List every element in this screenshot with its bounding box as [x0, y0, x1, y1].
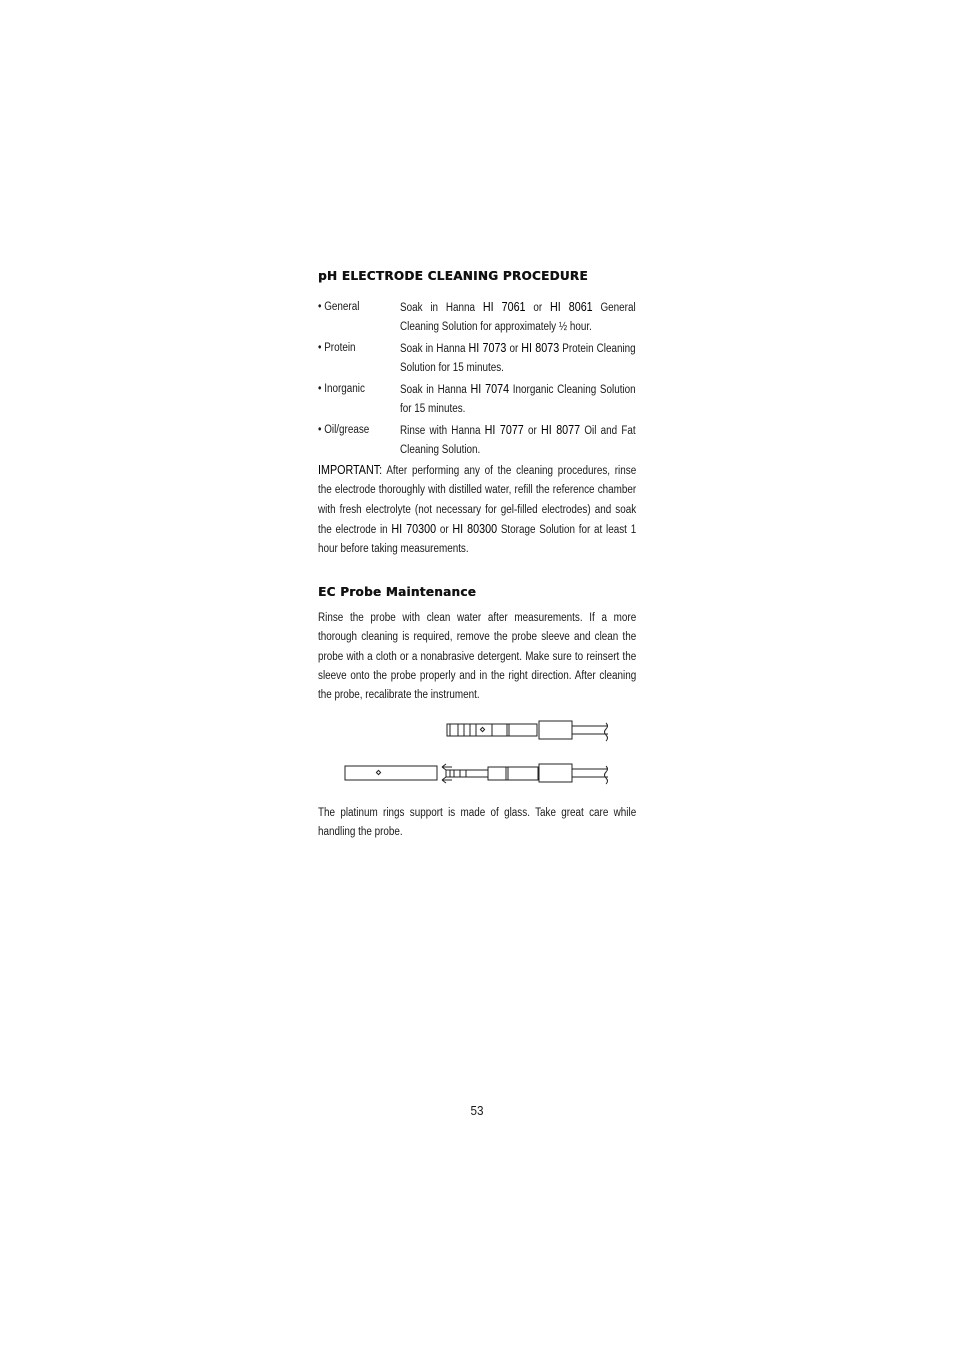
- assembled-probe: [447, 721, 608, 741]
- desc-text: or: [525, 302, 550, 314]
- ec-maintenance-heading: EC Probe Maintenance: [318, 585, 477, 599]
- list-item: [318, 421, 636, 462]
- desc-text: Rinse with Hanna: [400, 425, 485, 437]
- important-text: or: [436, 523, 453, 536]
- product-code: HI 8073: [521, 341, 560, 355]
- product-code: HI 70300: [391, 521, 437, 536]
- item-label: • Inorganic: [318, 383, 365, 395]
- desc-text: General Cleaning Solution for approximately ½ hour.: [400, 302, 636, 334]
- list-item: [318, 298, 636, 339]
- probe-sleeve-diagram: [340, 714, 636, 794]
- important-text: Storage Solution for at least 1 hour before taking measurements.: [318, 523, 637, 556]
- desc-text: or: [506, 343, 522, 355]
- product-code: HI 8077: [540, 423, 581, 437]
- product-code: HI 8061: [549, 300, 593, 314]
- desc-text: Protein Cleaning Solution for 15 minutes.: [400, 343, 636, 375]
- desc-text: Soak in Hanna: [400, 343, 469, 355]
- item-description: [400, 339, 636, 379]
- product-code: HI 7073: [468, 341, 507, 355]
- glass-warning-caption: [318, 804, 688, 843]
- desc-text: or: [523, 425, 541, 437]
- product-code: HI 7074: [470, 382, 510, 396]
- item-description: [400, 421, 636, 461]
- product-code: HI 7061: [482, 300, 526, 314]
- page-number: 53: [470, 1103, 484, 1118]
- separated-probe: [345, 764, 608, 784]
- list-item: [318, 339, 636, 380]
- desc-text: Oil and Fat Cleaning Solution.: [400, 425, 636, 457]
- important-lead: IMPORTANT:: [318, 463, 383, 477]
- item-label: • Protein: [318, 342, 356, 354]
- important-note: [318, 461, 688, 559]
- item-description: [400, 380, 636, 420]
- caption-text: The platinum rings support is made of glass. Take great care while handling the probe.: [318, 807, 637, 839]
- ec-maintenance-paragraph: [318, 609, 688, 705]
- important-text: After performing any of the cleaning procedures, rinse the electrode thoroughly with distilled water, refill the reference chamber with fresh electrolyte (not necessary for gel-filled electrodes) and soak the electrode in: [318, 465, 637, 536]
- item-label: • General: [318, 301, 360, 313]
- item-label: • Oil/grease: [318, 424, 370, 436]
- desc-text: Soak in Hanna: [400, 384, 471, 396]
- list-item: [318, 380, 636, 421]
- cleaning-list: [318, 298, 636, 462]
- product-code: HI 7077: [484, 423, 524, 437]
- desc-text: Soak in Hanna: [400, 302, 483, 314]
- product-code: HI 80300: [452, 521, 498, 536]
- ec-paragraph-text: Rinse the probe with clean water after measurements. If a more thorough cleaning is required, remove the probe sleeve and clean the probe with a cloth or a nonabrasive detergent. Make sure to reinsert the sleeve onto the probe properly and in the right direction. After cleaning the probe, recalibrate the instrument.: [318, 612, 637, 702]
- item-description: [400, 298, 636, 338]
- ph-cleaning-heading: pH ELECTRODE CLEANING PROCEDURE: [318, 269, 588, 283]
- desc-text: Inorganic Cleaning Solution for 15 minutes.: [400, 384, 636, 416]
